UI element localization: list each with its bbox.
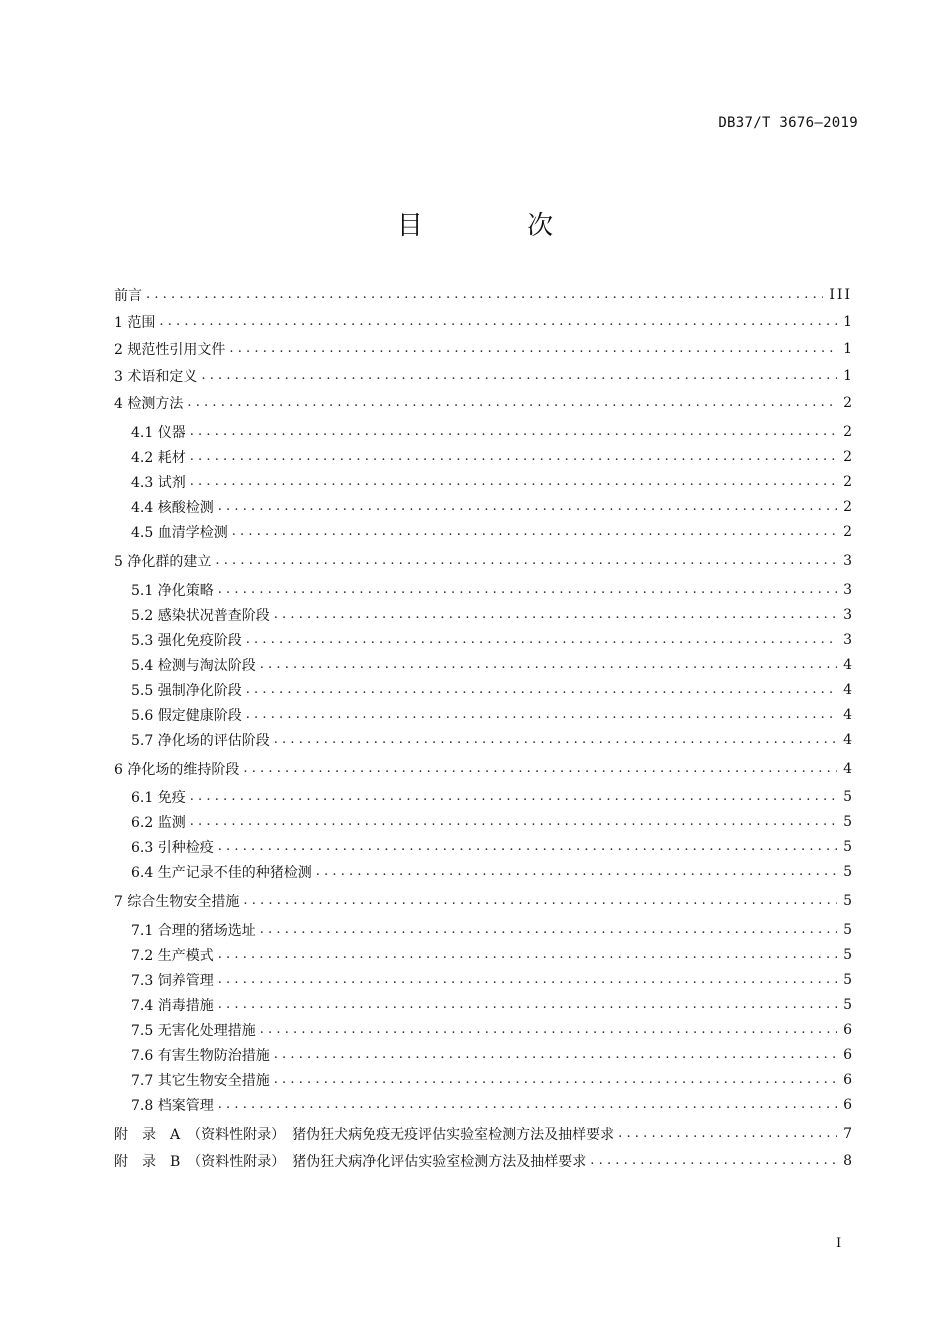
toc-leader-dots — [260, 919, 837, 941]
toc-entry[interactable] — [114, 338, 852, 360]
toc-leader-dots — [218, 994, 837, 1016]
toc-entry-label: 7.7 其它生物安全措施 — [131, 1073, 270, 1089]
toc-entry[interactable] — [114, 392, 852, 414]
toc-entry-page-number: 8 — [843, 1153, 852, 1169]
toc-leader-dots — [190, 446, 837, 468]
toc-entry-page-number: 1 — [843, 314, 852, 330]
toc-leader-dots — [618, 1123, 837, 1145]
toc-leader-dots — [201, 365, 837, 387]
toc-entry-page-number: 5 — [843, 972, 852, 988]
toc-entry-label: 6.2 监测 — [131, 815, 186, 831]
toc-entry[interactable] — [131, 1094, 852, 1116]
toc-leader-dots — [316, 861, 837, 883]
toc-entry-page-number: 6 — [843, 1072, 852, 1088]
toc-entry-label: 附 录 A （资料性附录） 猪伪狂犬病免疫无疫评估实验室检测方法及抽样要求 — [114, 1127, 615, 1143]
toc-leader-dots — [215, 550, 837, 572]
toc-entry-label: 1 范围 — [114, 315, 156, 331]
toc-entry-page-number: 3 — [843, 553, 852, 569]
toc-entry-page-number: 6 — [843, 1097, 852, 1113]
toc-leader-dots — [232, 521, 837, 543]
toc-leader-dots — [190, 471, 837, 493]
toc-entry-label: 5 净化群的建立 — [114, 554, 212, 570]
toc-entry[interactable] — [131, 1069, 852, 1091]
toc-entry-label: 6.3 引种检疫 — [131, 840, 214, 856]
toc-entry[interactable] — [131, 836, 852, 858]
toc-entry[interactable] — [131, 919, 852, 941]
toc-entry[interactable] — [131, 471, 852, 493]
toc-entry[interactable] — [131, 604, 852, 626]
toc-leader-dots — [190, 811, 837, 833]
toc-entry[interactable] — [114, 758, 852, 780]
toc-leader-dots — [243, 890, 837, 912]
toc-entry-label: 4 检测方法 — [114, 396, 184, 412]
toc-entry-page-number: 5 — [843, 789, 852, 805]
toc-leader-dots — [146, 284, 823, 306]
toc-entry-label: 6.4 生产记录不佳的种猪检测 — [131, 865, 312, 881]
toc-entry-label: 4.3 试剂 — [131, 475, 186, 491]
toc-entry-page-number: 1 — [843, 341, 852, 357]
toc-entry[interactable] — [114, 1123, 852, 1145]
toc-entry-label: 7 综合生物安全措施 — [114, 894, 240, 910]
toc-entry-page-number: 2 — [843, 524, 852, 540]
toc-entry-label: 附 录 B （资料性附录） 猪伪狂犬病净化评估实验室检测方法及抽样要求 — [114, 1154, 587, 1170]
toc-entry[interactable] — [131, 1044, 852, 1066]
toc-leader-dots — [274, 1069, 837, 1091]
toc-entry-label: 7.2 生产模式 — [131, 948, 214, 964]
toc-entry[interactable] — [131, 579, 852, 601]
toc-entry-page-number: 7 — [843, 1126, 852, 1142]
toc-leader-dots — [274, 604, 837, 626]
toc-entry[interactable] — [131, 446, 852, 468]
toc-entry-label: 7.3 饲养管理 — [131, 973, 214, 989]
toc-entry[interactable] — [131, 629, 852, 651]
toc-entry[interactable] — [114, 1150, 852, 1172]
toc-leader-dots — [218, 496, 837, 518]
toc-entry-label: 5.2 感染状况普查阶段 — [131, 608, 270, 624]
toc-entry-page-number: 4 — [843, 732, 852, 748]
toc-leader-dots — [187, 392, 837, 414]
toc-entry-label: 5.1 净化策略 — [131, 583, 214, 599]
toc-entry[interactable] — [131, 496, 852, 518]
toc-entry-label: 6.1 免疫 — [131, 790, 186, 806]
toc-entry[interactable] — [131, 679, 852, 701]
toc-entry[interactable] — [131, 421, 852, 443]
toc-entry[interactable] — [131, 811, 852, 833]
toc-entry-page-number: 2 — [843, 424, 852, 440]
toc-entry-page-number: 3 — [843, 582, 852, 598]
toc-entry-page-number: 2 — [843, 395, 852, 411]
toc-entry-label: 7.6 有害生物防治措施 — [131, 1048, 270, 1064]
toc-entry[interactable] — [131, 861, 852, 883]
toc-entry-page-number: 5 — [843, 947, 852, 963]
toc-entry-label: 4.2 耗材 — [131, 450, 186, 466]
toc-entry-label: 5.3 强化免疫阶段 — [131, 633, 242, 649]
toc-leader-dots — [159, 311, 837, 333]
toc-entry-page-number: 4 — [843, 682, 852, 698]
toc-entry[interactable] — [131, 729, 852, 751]
toc-entry-label: 4.5 血清学检测 — [131, 525, 228, 541]
toc-leader-dots — [246, 629, 837, 651]
toc-entry-page-number: 2 — [843, 449, 852, 465]
toc-entry[interactable] — [131, 969, 852, 991]
toc-leader-dots — [190, 786, 837, 808]
toc-entry-page-number: III — [829, 287, 852, 303]
toc-leader-dots — [243, 758, 837, 780]
toc-leader-dots — [190, 421, 837, 443]
toc-leader-dots — [260, 654, 837, 676]
toc-entry-label: 5.4 检测与淘汰阶段 — [131, 658, 256, 674]
toc-entry[interactable] — [114, 550, 852, 572]
toc-entry[interactable] — [131, 704, 852, 726]
toc-entry-page-number: 5 — [843, 893, 852, 909]
toc-entry-page-number: 6 — [843, 1047, 852, 1063]
page-title: 目 次 — [396, 211, 602, 241]
toc-entry[interactable] — [131, 1019, 852, 1041]
toc-entry[interactable] — [131, 786, 852, 808]
toc-entry-page-number: 2 — [843, 499, 852, 515]
toc-entry-label: 7.8 档案管理 — [131, 1098, 214, 1114]
toc-leader-dots — [274, 1044, 837, 1066]
toc-entry-label: 7.4 消毒措施 — [131, 998, 214, 1014]
toc-entry-page-number: 5 — [843, 814, 852, 830]
toc-leader-dots — [218, 944, 837, 966]
toc-leader-dots — [218, 579, 837, 601]
toc-entry[interactable] — [114, 284, 852, 306]
toc-entry[interactable] — [114, 365, 852, 387]
toc-entry-page-number: 6 — [843, 1022, 852, 1038]
toc-leader-dots — [260, 1019, 837, 1041]
toc-entry[interactable] — [114, 311, 852, 333]
toc-entry-page-number: 1 — [843, 368, 852, 384]
toc-leader-dots — [246, 704, 837, 726]
toc-entry[interactable] — [131, 944, 852, 966]
toc-entry-label: 前言 — [114, 288, 142, 304]
toc-entry-label: 7.1 合理的猪场选址 — [131, 923, 256, 939]
toc-entry[interactable] — [131, 994, 852, 1016]
toc-leader-dots — [274, 729, 837, 751]
toc-entry-page-number: 4 — [843, 761, 852, 777]
toc-entry-label: 6 净化场的维持阶段 — [114, 762, 240, 778]
toc-leader-dots — [246, 679, 837, 701]
toc-leader-dots — [229, 338, 837, 360]
toc-entry-page-number: 3 — [843, 632, 852, 648]
toc-entry-label: 5.5 强制净化阶段 — [131, 683, 242, 699]
toc-entry-page-number: 5 — [843, 997, 852, 1013]
toc-entry-label: 3 术语和定义 — [114, 369, 198, 385]
footer-page-number: I — [836, 1236, 842, 1251]
toc-entry-page-number: 3 — [843, 607, 852, 623]
toc-entry-page-number: 4 — [843, 657, 852, 673]
toc-leader-dots — [590, 1150, 837, 1172]
toc-entry-label: 5.6 假定健康阶段 — [131, 708, 242, 724]
toc-entry-page-number: 5 — [843, 864, 852, 880]
toc-entry-page-number: 5 — [843, 839, 852, 855]
toc-entry[interactable] — [131, 654, 852, 676]
toc-entry-page-number: 2 — [843, 474, 852, 490]
toc-entry-label: 2 规范性引用文件 — [114, 342, 226, 358]
toc-leader-dots — [218, 836, 837, 858]
toc-entry-label: 4.1 仪器 — [131, 425, 186, 441]
toc-leader-dots — [218, 1094, 837, 1116]
toc-entry[interactable] — [114, 890, 852, 912]
toc-entry-page-number: 5 — [843, 922, 852, 938]
toc-entry-label: 4.4 核酸检测 — [131, 500, 214, 516]
toc-entry-label: 7.5 无害化处理措施 — [131, 1023, 256, 1039]
document-code: DB37/T 3676—2019 — [718, 115, 858, 131]
toc-entry-page-number: 4 — [843, 707, 852, 723]
toc-leader-dots — [218, 969, 837, 991]
toc-entry[interactable] — [131, 521, 852, 543]
toc-entry-label: 5.7 净化场的评估阶段 — [131, 733, 270, 749]
